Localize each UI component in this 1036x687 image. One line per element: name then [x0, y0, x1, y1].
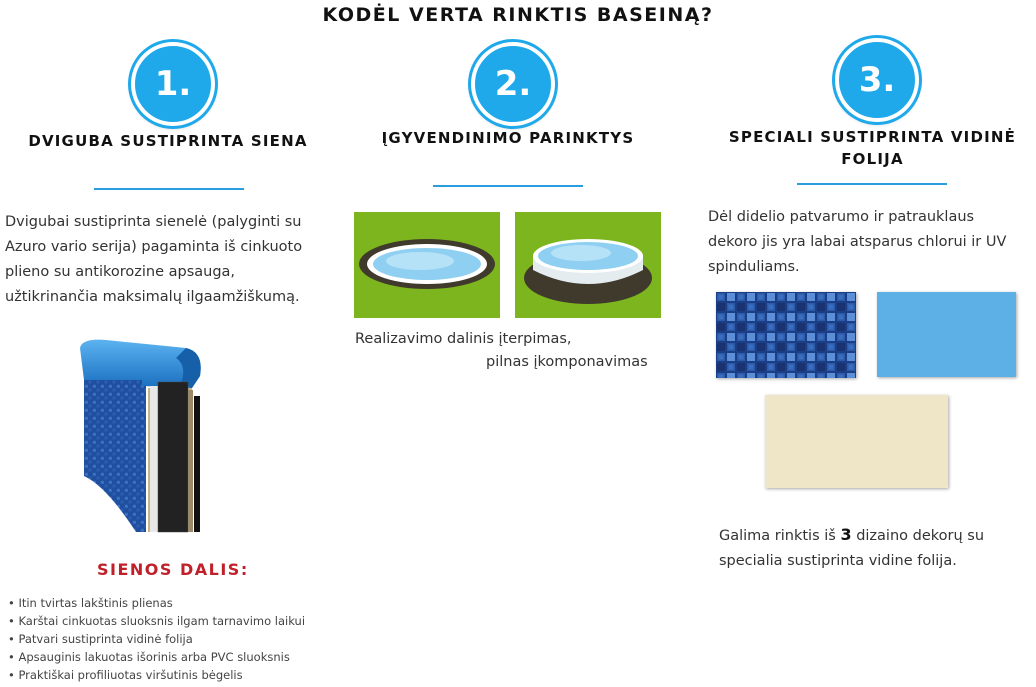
sand-decor-swatch	[765, 395, 948, 488]
decor-note-line1	[719, 522, 1029, 549]
text-line: Dvigubai sustiprinta sienelė (palyginti su	[5, 214, 302, 230]
list-item: • Praktiškai profiliuotas viršutinis bėgelis	[8, 666, 348, 684]
text-line: užtikrinančia maksimalų ilgaamžiškumą.	[5, 289, 300, 305]
options-caption-line2: pilnas įkomponavimas	[486, 354, 648, 370]
step-badge-2: 2.	[471, 42, 555, 126]
full-inset-pool-image	[515, 212, 661, 318]
page-title: KODĖL VERTA RINKTIS BASEINĄ?	[322, 4, 714, 26]
blue-decor-swatch	[877, 292, 1016, 377]
column-3-heading	[720, 126, 1025, 170]
column-2-heading: ĮGYVENDINIMO PARINKTYS	[381, 129, 635, 147]
text-line: spinduliams.	[708, 259, 800, 275]
wall-section-illustration	[76, 336, 216, 536]
list-item: • Itin tvirtas lakštinis plienas	[8, 594, 348, 612]
text-line: dekoro jis yra labai atsparus chlorui ir UV	[708, 234, 1007, 250]
list-item: • Apsauginis lakuotas išorinis arba PVC sluoksnis	[8, 648, 348, 666]
decor-note-text: Galima rinktis iš	[719, 528, 841, 544]
options-caption-line1: Realizavimo dalinis įterpimas,	[355, 331, 572, 347]
step-badge-1: 1.	[131, 42, 215, 126]
decor-count: 3	[840, 525, 852, 544]
decor-note-text: dizaino dekorų su	[851, 528, 985, 544]
list-item: • Patvari sustiprinta vidinė folija	[8, 630, 348, 648]
column-1-text	[5, 210, 335, 310]
decor-note	[719, 522, 1029, 574]
column-1-heading: DVIGUBA SUSTIPRINTA SIENA	[28, 132, 308, 150]
partial-inset-pool-image	[354, 212, 500, 318]
column-2-divider	[433, 185, 583, 187]
wall-parts-list	[8, 594, 348, 684]
decor-note-line2: specialia sustiprinta vidine folija.	[719, 553, 957, 569]
column-3-text	[708, 205, 1033, 280]
column-3-divider	[797, 183, 947, 185]
wall-parts-heading: SIENOS DALIS:	[97, 560, 249, 579]
heading-line: SPECIALI SUSTIPRINTA VIDINĖ	[728, 128, 1017, 146]
heading-line: FOLIJA	[841, 150, 904, 168]
text-line: Dėl didelio patvarumo ir patrauklaus	[708, 209, 975, 225]
step-badge-3: 3.	[835, 38, 919, 122]
text-line: Azuro vario serija) pagaminta iš cinkuoto	[5, 239, 303, 255]
list-item: • Karštai cinkuotas sluoksnis ilgam tarnavimo laikui	[8, 612, 348, 630]
text-line: plieno su antikorozine apsauga,	[5, 264, 236, 280]
column-1-divider	[94, 188, 244, 190]
mosaic-decor-swatch	[716, 292, 856, 378]
